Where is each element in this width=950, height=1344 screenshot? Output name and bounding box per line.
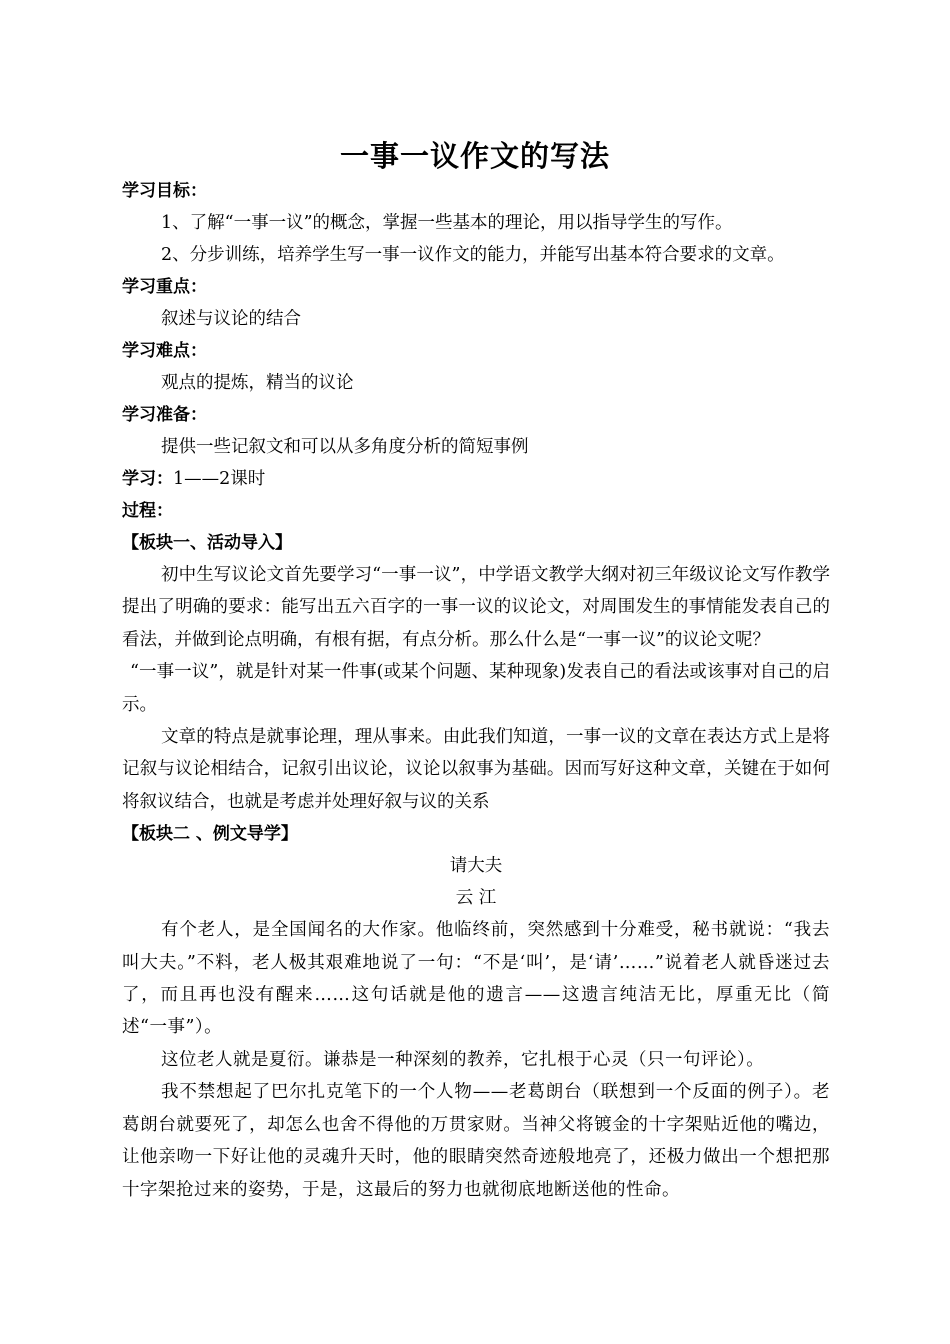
- difficulties-heading: 学习难点：: [122, 341, 207, 361]
- essay-paragraph-2: 这位老人就是夏衍。谦恭是一种深刻的教养，它扎根于心灵（只一句评论）。: [161, 1049, 765, 1070]
- section2-heading: 【板块二 、例文导学】: [122, 824, 298, 845]
- key-points-text: 叙述与议论的结合: [161, 309, 301, 329]
- document-body: [122, 175, 830, 1206]
- essay-title: 请大夫: [449, 856, 503, 877]
- essay-author: 云 江: [455, 888, 497, 909]
- objective-item-2: 2、分步训练，培养学生写一事一议作文的能力，并能写出基本符合要求的文章。: [161, 245, 785, 265]
- preparation-heading: 学习准备：: [122, 405, 207, 425]
- section1-heading: 【板块一、活动导入】: [122, 533, 292, 553]
- section1-paragraph-2: “一事一议”，就是针对某一件事(或某个问题、某种现象)发表自己的看法或该事对自己的启示。: [122, 662, 830, 715]
- schedule-heading: 学习：: [122, 469, 173, 489]
- document-title: 一事一议作文的写法: [339, 139, 610, 173]
- objective-item-1: 1、了解“一事一议”的概念，掌握一些基本的理论，用以指导学生的写作。: [161, 213, 733, 233]
- essay-paragraph-1: 有个老人，是全国闻名的大作家。他临终前，突然感到十分难受，秘书就说：“我去叫大夫。”不料，老人极其艰难地说了一句：“不是‘叫’，是‘请’……”说着老人就昏迷过去了，而且再也没有醒来……这句话就是他的遗言——这遗言纯洁无比，厚重无比（简述“一事”）。: [122, 920, 830, 1038]
- section1-paragraph-3: 文章的特点是就事论理，理从事来。由此我们知道，一事一议的文章在表达方式上是将记叙与议论相结合，记叙引出议论，议论以叙事为基础。因而写好这种文章，关键在于如何将叙议结合，也就是考虑并处理好叙与议的关系: [122, 727, 830, 812]
- objectives-heading: 学习目标：: [122, 181, 207, 201]
- difficulties-text: 观点的提炼，精当的议论: [161, 373, 354, 393]
- schedule-text: 1——2课时: [173, 469, 266, 489]
- key-points-heading: 学习重点：: [122, 277, 207, 297]
- essay-paragraph-3: 我不禁想起了巴尔扎克笔下的一个人物——老葛朗台（联想到一个反面的例子）。老葛朗台就要死了，却怎么也舍不得他的万贯家财。当神父将镀金的十字架贴近他的嘴边，让他亲吻一下好让他的灵魂升天时，他的眼睛突然奇迹般地亮了，还极力做出一个想把那十字架抢过来的姿势，于是，这最后的努力也就彻底地断送他的性命。: [122, 1082, 830, 1200]
- section1-paragraph-1: 初中生写议论文首先要学习“一事一议”，中学语文教学大纲对初三年级议论文写作教学提出了明确的要求：能写出五六百字的一事一议的议论文，对周围发生的事情能发表自己的看法，并做到论点明确，有根有据，有点分析。那么什么是“一事一议”的议论文呢？: [122, 565, 830, 650]
- schedule-line: [122, 463, 830, 495]
- preparation-text: 提供一些记叙文和可以从多角度分析的简短事例: [161, 437, 529, 457]
- process-heading: 过程：: [122, 501, 173, 521]
